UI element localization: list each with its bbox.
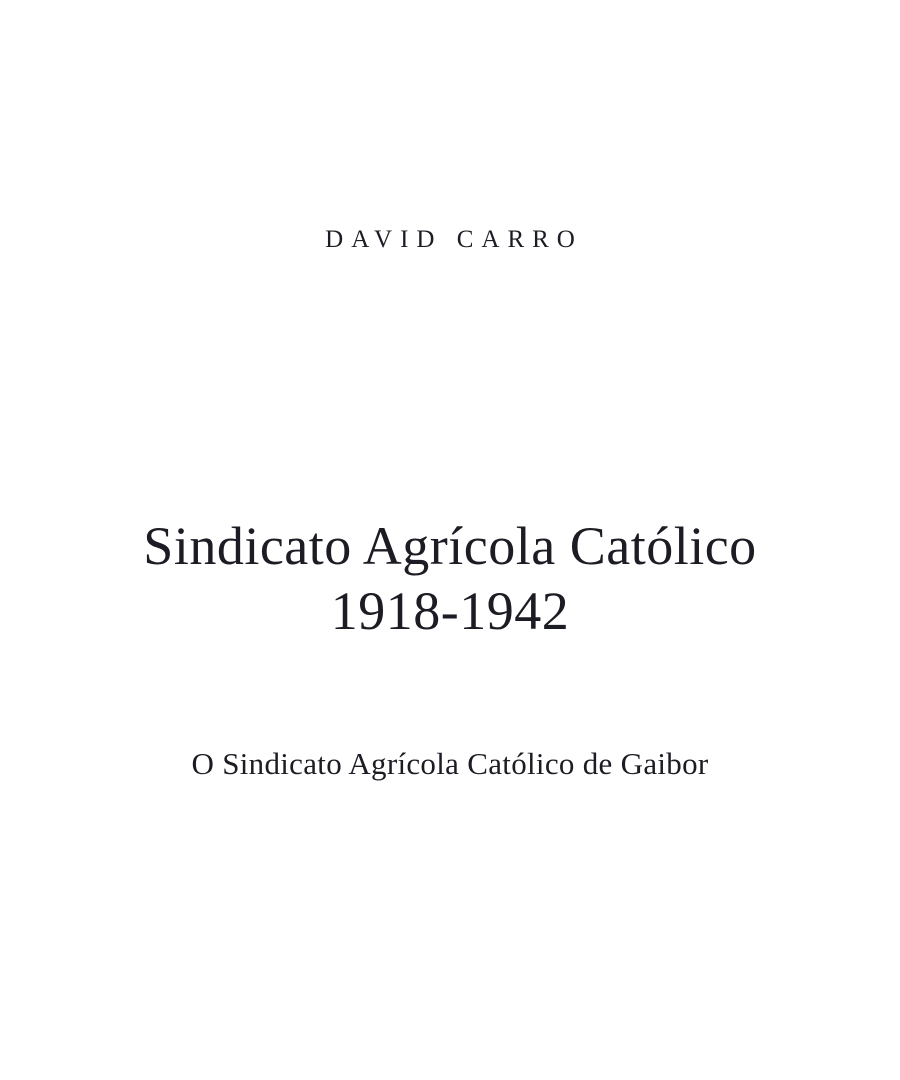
book-title-line2: 1918-1942: [330, 581, 570, 641]
book-title-line1: Sindicato Agrícola Católico: [143, 516, 757, 576]
chapter-subtitle: O Sindicato Agrícola Católico de Gaibor: [191, 746, 709, 781]
book-title: [0, 514, 900, 644]
author-name: DAVID CARRO: [325, 226, 583, 253]
